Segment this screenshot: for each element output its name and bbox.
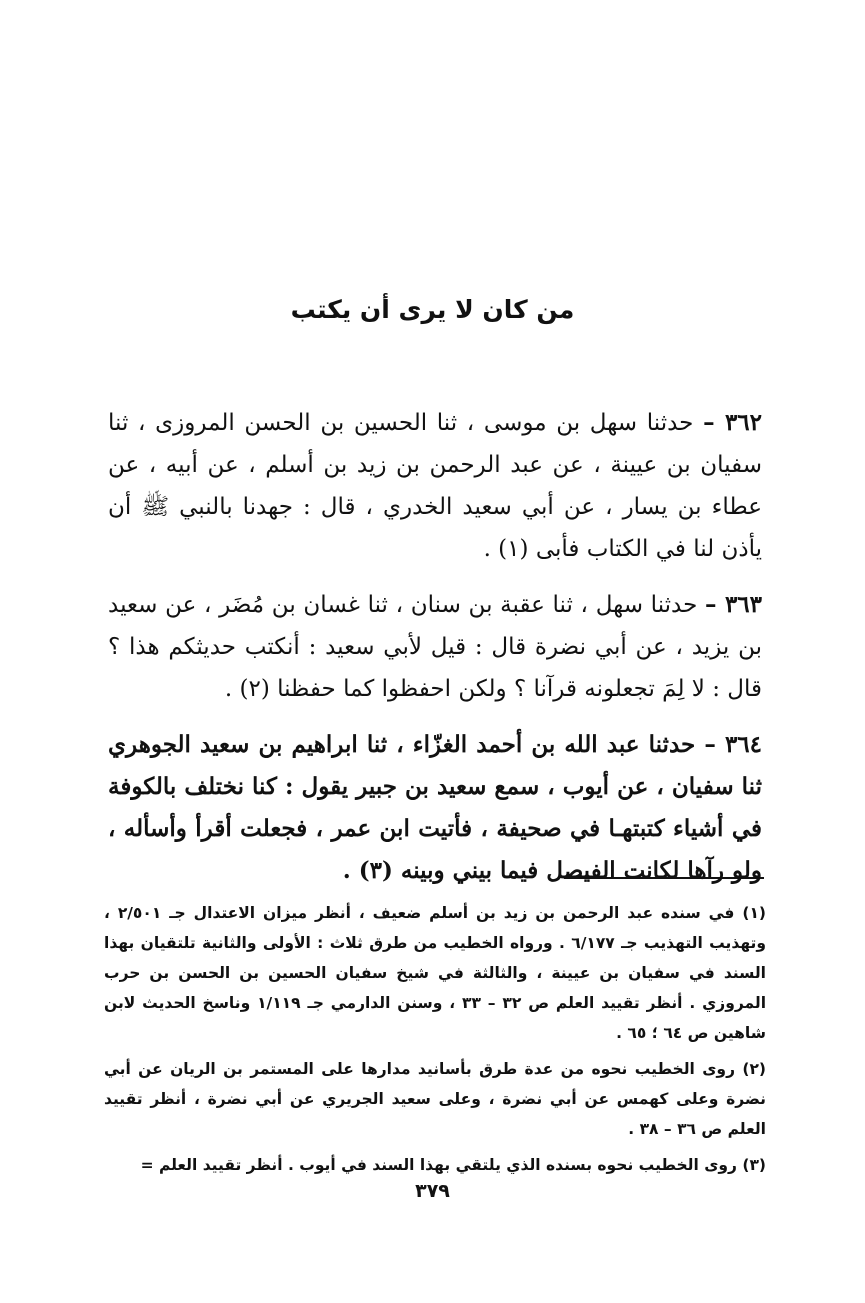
- footnotes: [104, 898, 766, 1186]
- hadith-paragraph: [108, 402, 762, 570]
- hadith-text: حدثنا سهل ، ثنا عقبة بن سنان ، ثنا غسان بن مُضَر ، عن سعيد بن يزيد ، عن أبي نضرة قال : قيل لأبي سعيد : أنكتب حديثكم هذا ؟ قال : لا لِمَ تجعلونه قرآنا ؟ ولكن احفظوا كما حفظنا (٢) .: [108, 592, 762, 702]
- hadith-number: ٣٦٢ –: [703, 409, 762, 436]
- hadith-body: [108, 402, 762, 906]
- section-title: من كان لا يرى أن يكتب: [290, 295, 575, 324]
- page-number: ٣٧٩: [415, 1180, 450, 1202]
- footnote: (١) في سنده عبد الرحمن بن زيد بن أسلم ضعيف ، أنظر ميزان الاعتدال جـ ٢/٥٠١ ، وتهذيب التهذيب جـ ٦/١٧٧ . ورواه الخطيب من طرق ثلاث : الأولى والثانية تلتقيان بهذا السند في سفيان بن عيينة ، والثالثة في شيخ سفيان الحسين بن الحسن بن حرب المروزي . أنظر تقييد العلم ص ٣٢ – ٣٣ ، وسنن الدارمي جـ ١/١١٩ وناسخ الحديث لابن شاهين ص ٦٤ ؛ ٦٥ .: [104, 904, 767, 1042]
- hadith-number: ٣٦٣ –: [705, 591, 763, 618]
- hadith-number: ٣٦٤ –: [704, 731, 762, 758]
- hadith-paragraph: [108, 584, 762, 710]
- footnote: (٣) روى الخطيب نحوه بسنده الذي يلتقي بهذا السند في أيوب . أنظر تقييد العلم =: [140, 1156, 766, 1174]
- hadith-paragraph: [108, 724, 762, 892]
- hadith-text: حدثنا سهل بن موسى ، ثنا الحسين بن الحسن المروزى ، ثنا سفيان بن عيينة ، عن عبد الرحمن بن زيد بن أسلم ، عن أبيه ، عن عطاء بن يسار ، عن أبي سعيد الخدري ، قال : جهدنا بالنبي ﷺ أن يأذن لنا في الكتاب فأبى (١) .: [108, 410, 762, 562]
- footnote: (٢) روى الخطيب نحوه من عدة طرق بأسانيد مدارها على المستمر بن الريان عن أبي نضرة وعلى كهمس عن أبي نضرة ، وعلى سعيد الجريري عن أبي نضرة ، أنظر تقييد العلم ص ٣٦ – ٣٨ .: [104, 1060, 766, 1138]
- footnote-divider: [564, 877, 764, 879]
- hadith-text: حدثنا عبد الله بن أحمد الغزّاء ، ثنا ابراهيم بن سعيد الجوهري ثنا سفيان ، عن أيوب ، سمع سعيد بن جبير يقول : كنا نختلف بالكوفة في أشياء كتبتهـا في صحيفة ، فأتيت ابن عمر ، فجعلت أقرأ وأسأله ، ولو رآها لكانت الفيصل فيما بيني وبينه (٣) .: [108, 731, 762, 884]
